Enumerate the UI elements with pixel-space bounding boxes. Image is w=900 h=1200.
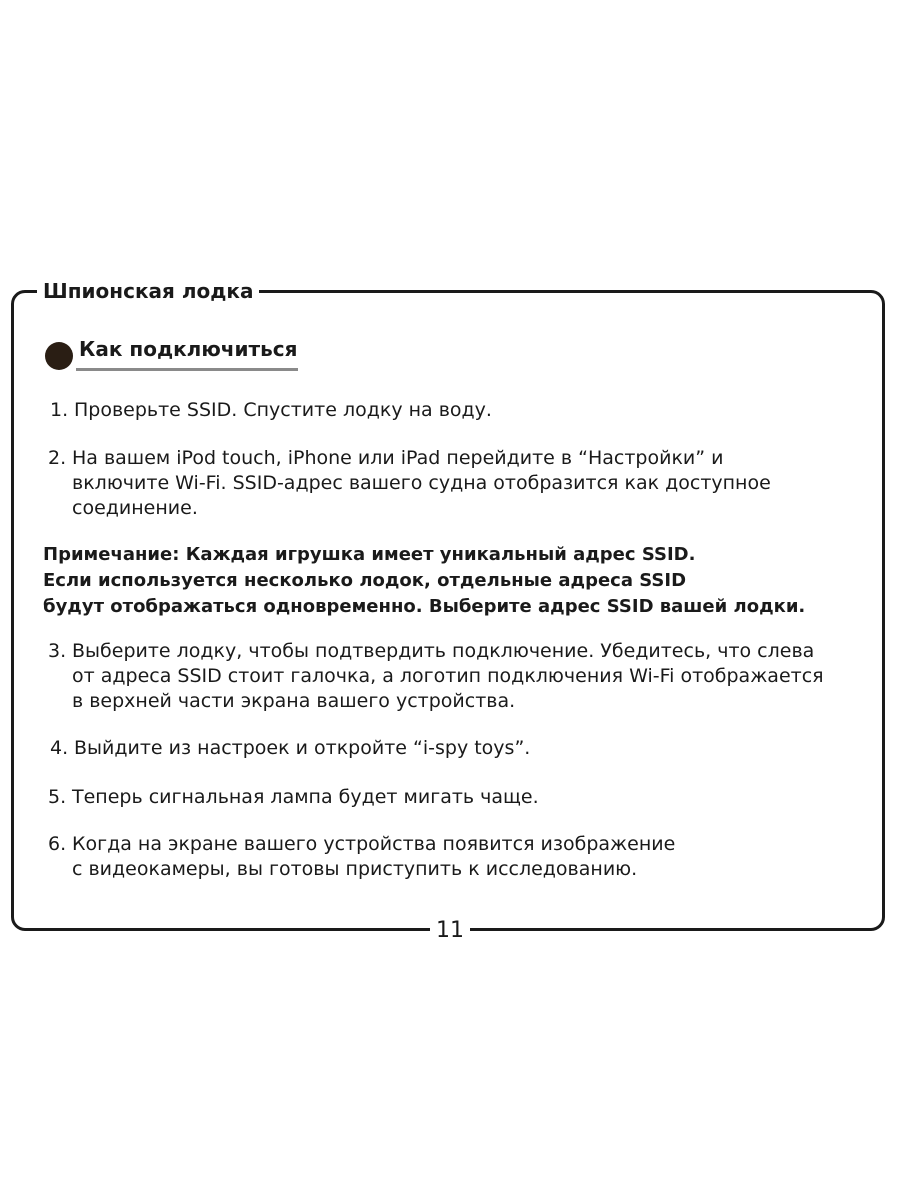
note-line: Если используется несколько лодок, отдельные адреса SSID	[43, 570, 687, 591]
step-text: Теперь сигнальная лампа будет мигать чаще.	[72, 786, 539, 808]
section-underline	[76, 368, 298, 371]
step-text: включите Wi-Fi. SSID-адрес вашего судна отобразится как доступное	[72, 472, 771, 494]
step-text: соединение.	[72, 497, 198, 519]
step-text: Выберите лодку, чтобы подтвердить подключение. Убедитесь, что слева	[72, 640, 815, 662]
note-line: будут отображаться одновременно. Выберите адрес SSID вашей лодки.	[43, 596, 806, 617]
step-text: Выйдите из настроек и откройте “i-spy toys”.	[74, 737, 531, 759]
step-number: 1.	[50, 399, 69, 421]
step-text: от адреса SSID стоит галочка, а логотип подключения Wi-Fi отображается	[72, 665, 824, 687]
step-1	[50, 398, 492, 423]
step-number: 2.	[48, 447, 67, 469]
step-2	[48, 446, 771, 521]
section-bullet-icon	[45, 342, 73, 370]
step-number: 3.	[48, 640, 67, 662]
frame-title: Шпионская лодка	[37, 276, 259, 306]
step-4	[50, 736, 530, 761]
step-number: 4.	[50, 737, 69, 759]
step-5	[48, 785, 539, 810]
section-heading: Как подключиться	[79, 337, 298, 361]
note-line: Примечание: Каждая игрушка имеет уникальный адрес SSID.	[43, 544, 696, 565]
step-text: с видеокамеры, вы готовы приступить к исследованию.	[72, 858, 638, 880]
step-6	[48, 832, 675, 882]
step-text: в верхней части экрана вашего устройства.	[72, 690, 516, 712]
step-number: 5.	[48, 786, 67, 808]
step-3	[48, 639, 824, 714]
page-number	[0, 917, 900, 945]
step-text: Проверьте SSID. Спустите лодку на воду.	[74, 399, 492, 421]
step-text: Когда на экране вашего устройства появится изображение	[72, 833, 676, 855]
step-number: 6.	[48, 833, 67, 855]
page-number-text: 11	[430, 918, 470, 943]
note	[43, 542, 805, 620]
step-text: На вашем iPod touch, iPhone или iPad перейдите в “Настройки” и	[72, 447, 724, 469]
